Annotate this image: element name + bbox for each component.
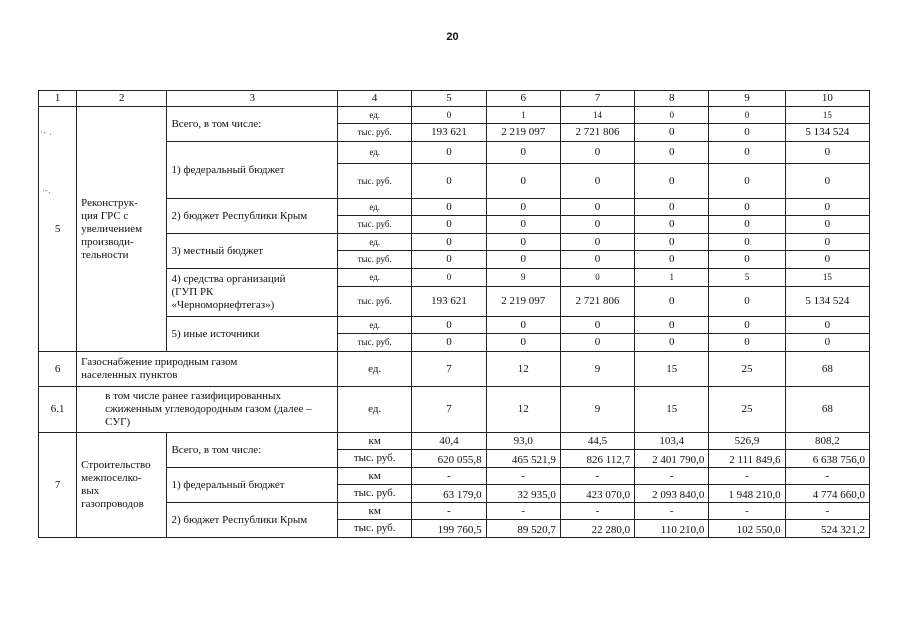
value-cell: 12 bbox=[486, 352, 560, 387]
value-cell: 0 bbox=[412, 317, 486, 334]
value-cell: 103,4 bbox=[635, 433, 709, 450]
value-cell: 193 621 bbox=[412, 124, 486, 142]
value-cell: 2 721 806 bbox=[560, 287, 634, 317]
row-name: Газоснабжение природным газом населенных пунктов bbox=[77, 352, 338, 387]
unit-cell: ед. bbox=[338, 234, 412, 251]
scan-speck: ·-. bbox=[42, 186, 51, 196]
value-cell: 0 bbox=[635, 317, 709, 334]
unit-cell: ед. bbox=[338, 199, 412, 216]
value-cell: 193 621 bbox=[412, 287, 486, 317]
unit-cell: тыс. руб. bbox=[338, 216, 412, 234]
value-cell: 0 bbox=[785, 199, 869, 216]
value-cell: 7 bbox=[412, 352, 486, 387]
value-cell: 0 bbox=[709, 199, 785, 216]
row-number: 7 bbox=[39, 433, 77, 538]
unit-cell: тыс. руб. bbox=[338, 164, 412, 199]
value-cell: 68 bbox=[785, 352, 869, 387]
value-cell: 0 bbox=[709, 234, 785, 251]
value-cell: 0 bbox=[635, 251, 709, 269]
value-cell: 0 bbox=[560, 199, 634, 216]
value-cell: 0 bbox=[412, 164, 486, 199]
value-cell: 22 280,0 bbox=[560, 520, 634, 538]
value-cell: 32 935,0 bbox=[486, 485, 560, 503]
value-cell: - bbox=[486, 503, 560, 520]
value-cell: 0 bbox=[560, 216, 634, 234]
row-label: 1) федеральный бюджет bbox=[167, 468, 338, 503]
value-cell: 63 179,0 bbox=[412, 485, 486, 503]
value-cell: 0 bbox=[486, 142, 560, 164]
value-cell: 0 bbox=[560, 142, 634, 164]
row-name: Строительство межпоселко- вых газопроводов bbox=[77, 433, 167, 538]
value-cell: 0 bbox=[635, 287, 709, 317]
unit-cell: тыс. руб. bbox=[338, 450, 412, 468]
value-cell: 0 bbox=[635, 334, 709, 352]
unit-cell: км bbox=[338, 468, 412, 485]
column-header: 4 bbox=[338, 91, 412, 107]
value-cell: 0 bbox=[785, 216, 869, 234]
value-cell: 0 bbox=[709, 142, 785, 164]
row-label: 5) иные источники bbox=[167, 317, 338, 352]
value-cell: 6 638 756,0 bbox=[785, 450, 869, 468]
row-label: 4) средства организаций (ГУП РК «Черноморнефтегаз») bbox=[167, 269, 338, 317]
value-cell: 524 321,2 bbox=[785, 520, 869, 538]
value-cell: 102 550,0 bbox=[709, 520, 785, 538]
value-cell: 0 bbox=[560, 334, 634, 352]
value-cell: - bbox=[709, 468, 785, 485]
value-cell: 0 bbox=[709, 317, 785, 334]
value-cell: 2 111 849,6 bbox=[709, 450, 785, 468]
value-cell: - bbox=[709, 503, 785, 520]
value-cell: 15 bbox=[635, 352, 709, 387]
value-cell: - bbox=[785, 468, 869, 485]
value-cell: 0 bbox=[785, 334, 869, 352]
value-cell: - bbox=[412, 503, 486, 520]
value-cell: 0 bbox=[412, 107, 486, 124]
value-cell: 5 134 524 bbox=[785, 124, 869, 142]
row-label: 2) бюджет Республики Крым bbox=[167, 503, 338, 538]
row-label: 2) бюджет Республики Крым bbox=[167, 199, 338, 234]
value-cell: 0 bbox=[709, 164, 785, 199]
column-header: 6 bbox=[486, 91, 560, 107]
value-cell: 0 bbox=[635, 234, 709, 251]
value-cell: 0 bbox=[560, 269, 634, 287]
column-header: 8 bbox=[635, 91, 709, 107]
value-cell: 0 bbox=[785, 164, 869, 199]
value-cell: 0 bbox=[635, 107, 709, 124]
value-cell: 0 bbox=[412, 142, 486, 164]
value-cell: 0 bbox=[709, 251, 785, 269]
unit-cell: тыс. руб. bbox=[338, 287, 412, 317]
table-row bbox=[39, 107, 870, 124]
unit-cell: км bbox=[338, 503, 412, 520]
value-cell: 15 bbox=[785, 269, 869, 287]
value-cell: 0 bbox=[486, 216, 560, 234]
value-cell: 0 bbox=[785, 142, 869, 164]
value-cell: 1 948 210,0 bbox=[709, 485, 785, 503]
value-cell: 0 bbox=[709, 334, 785, 352]
unit-cell: ед. bbox=[338, 107, 412, 124]
value-cell: 0 bbox=[486, 199, 560, 216]
value-cell: 0 bbox=[635, 216, 709, 234]
value-cell: 0 bbox=[486, 334, 560, 352]
value-cell: 1 bbox=[635, 269, 709, 287]
row-label: 3) местный бюджет bbox=[167, 234, 338, 269]
unit-cell: ед. bbox=[338, 142, 412, 164]
unit-cell: тыс. руб. bbox=[338, 251, 412, 269]
value-cell: 0 bbox=[486, 317, 560, 334]
row-number: 6.1 bbox=[39, 387, 77, 433]
value-cell: 25 bbox=[709, 352, 785, 387]
value-cell: 826 112,7 bbox=[560, 450, 634, 468]
value-cell: 15 bbox=[635, 387, 709, 433]
value-cell: 0 bbox=[785, 234, 869, 251]
column-header: 1 bbox=[39, 91, 77, 107]
value-cell: 0 bbox=[785, 317, 869, 334]
value-cell: 9 bbox=[560, 387, 634, 433]
unit-cell: тыс. руб. bbox=[338, 334, 412, 352]
value-cell: 0 bbox=[560, 164, 634, 199]
value-cell: 2 721 806 bbox=[560, 124, 634, 142]
value-cell: 2 093 840,0 bbox=[635, 485, 709, 503]
value-cell: 526,9 bbox=[709, 433, 785, 450]
value-cell: 2 219 097 bbox=[486, 124, 560, 142]
value-cell: 0 bbox=[486, 234, 560, 251]
header-row bbox=[39, 91, 870, 107]
value-cell: 0 bbox=[560, 234, 634, 251]
value-cell: 15 bbox=[785, 107, 869, 124]
unit-cell: ед. bbox=[338, 317, 412, 334]
value-cell: 199 760,5 bbox=[412, 520, 486, 538]
value-cell: 0 bbox=[412, 334, 486, 352]
row-label: Всего, в том числе: bbox=[167, 107, 338, 142]
value-cell: 0 bbox=[635, 199, 709, 216]
value-cell: 0 bbox=[709, 124, 785, 142]
value-cell: 0 bbox=[412, 234, 486, 251]
value-cell: 44,5 bbox=[560, 433, 634, 450]
budget-table bbox=[38, 90, 870, 538]
unit-cell: тыс. руб. bbox=[338, 124, 412, 142]
value-cell: 0 bbox=[560, 317, 634, 334]
value-cell: 0 bbox=[486, 164, 560, 199]
unit-cell: тыс. руб. bbox=[338, 520, 412, 538]
value-cell: 0 bbox=[635, 124, 709, 142]
unit-cell: км bbox=[338, 433, 412, 450]
table-row bbox=[39, 433, 870, 450]
column-header: 10 bbox=[785, 91, 869, 107]
value-cell: - bbox=[635, 503, 709, 520]
value-cell: 5 bbox=[709, 269, 785, 287]
value-cell: 423 070,0 bbox=[560, 485, 634, 503]
value-cell: 0 bbox=[412, 251, 486, 269]
table-row bbox=[39, 387, 870, 433]
value-cell: 0 bbox=[486, 251, 560, 269]
value-cell: 9 bbox=[486, 269, 560, 287]
value-cell: 68 bbox=[785, 387, 869, 433]
value-cell: - bbox=[412, 468, 486, 485]
value-cell: 0 bbox=[412, 199, 486, 216]
row-label: 1) федеральный бюджет bbox=[167, 142, 338, 199]
value-cell: 0 bbox=[635, 164, 709, 199]
value-cell: 5 134 524 bbox=[785, 287, 869, 317]
value-cell: - bbox=[635, 468, 709, 485]
row-name: Реконструк- ция ГРС с увеличением производи- тельности bbox=[77, 107, 167, 352]
value-cell: 0 bbox=[412, 216, 486, 234]
row-name: в том числе ранее газифицированных сжиженным углеводородным газом (далее – СУГ) bbox=[77, 387, 338, 433]
value-cell: - bbox=[560, 503, 634, 520]
value-cell: 12 bbox=[486, 387, 560, 433]
value-cell: 14 bbox=[560, 107, 634, 124]
unit-cell: ед. bbox=[338, 387, 412, 433]
value-cell: 0 bbox=[709, 107, 785, 124]
column-header: 5 bbox=[412, 91, 486, 107]
value-cell: 0 bbox=[560, 251, 634, 269]
value-cell: - bbox=[785, 503, 869, 520]
value-cell: 2 401 790,0 bbox=[635, 450, 709, 468]
value-cell: 25 bbox=[709, 387, 785, 433]
value-cell: 110 210,0 bbox=[635, 520, 709, 538]
table-row bbox=[39, 352, 870, 387]
value-cell: 0 bbox=[709, 216, 785, 234]
row-number: 6 bbox=[39, 352, 77, 387]
unit-cell: тыс. руб. bbox=[338, 485, 412, 503]
value-cell: 465 521,9 bbox=[486, 450, 560, 468]
value-cell: - bbox=[560, 468, 634, 485]
scan-speck: ·- . bbox=[40, 128, 52, 138]
column-header: 2 bbox=[77, 91, 167, 107]
unit-cell: ед. bbox=[338, 352, 412, 387]
column-header: 3 bbox=[167, 91, 338, 107]
value-cell: 4 774 660,0 bbox=[785, 485, 869, 503]
value-cell: 89 520,7 bbox=[486, 520, 560, 538]
value-cell: 0 bbox=[785, 251, 869, 269]
column-header: 7 bbox=[560, 91, 634, 107]
value-cell: 2 219 097 bbox=[486, 287, 560, 317]
row-number: 5 bbox=[39, 107, 77, 352]
value-cell: 40,4 bbox=[412, 433, 486, 450]
value-cell: 93,0 bbox=[486, 433, 560, 450]
page-number: 20 bbox=[446, 31, 459, 43]
value-cell: 1 bbox=[486, 107, 560, 124]
value-cell: - bbox=[486, 468, 560, 485]
value-cell: 0 bbox=[635, 142, 709, 164]
value-cell: 0 bbox=[412, 269, 486, 287]
value-cell: 7 bbox=[412, 387, 486, 433]
column-header: 9 bbox=[709, 91, 785, 107]
value-cell: 0 bbox=[709, 287, 785, 317]
unit-cell: ед. bbox=[338, 269, 412, 287]
row-label: Всего, в том числе: bbox=[167, 433, 338, 468]
value-cell: 9 bbox=[560, 352, 634, 387]
value-cell: 620 055,8 bbox=[412, 450, 486, 468]
value-cell: 808,2 bbox=[785, 433, 869, 450]
